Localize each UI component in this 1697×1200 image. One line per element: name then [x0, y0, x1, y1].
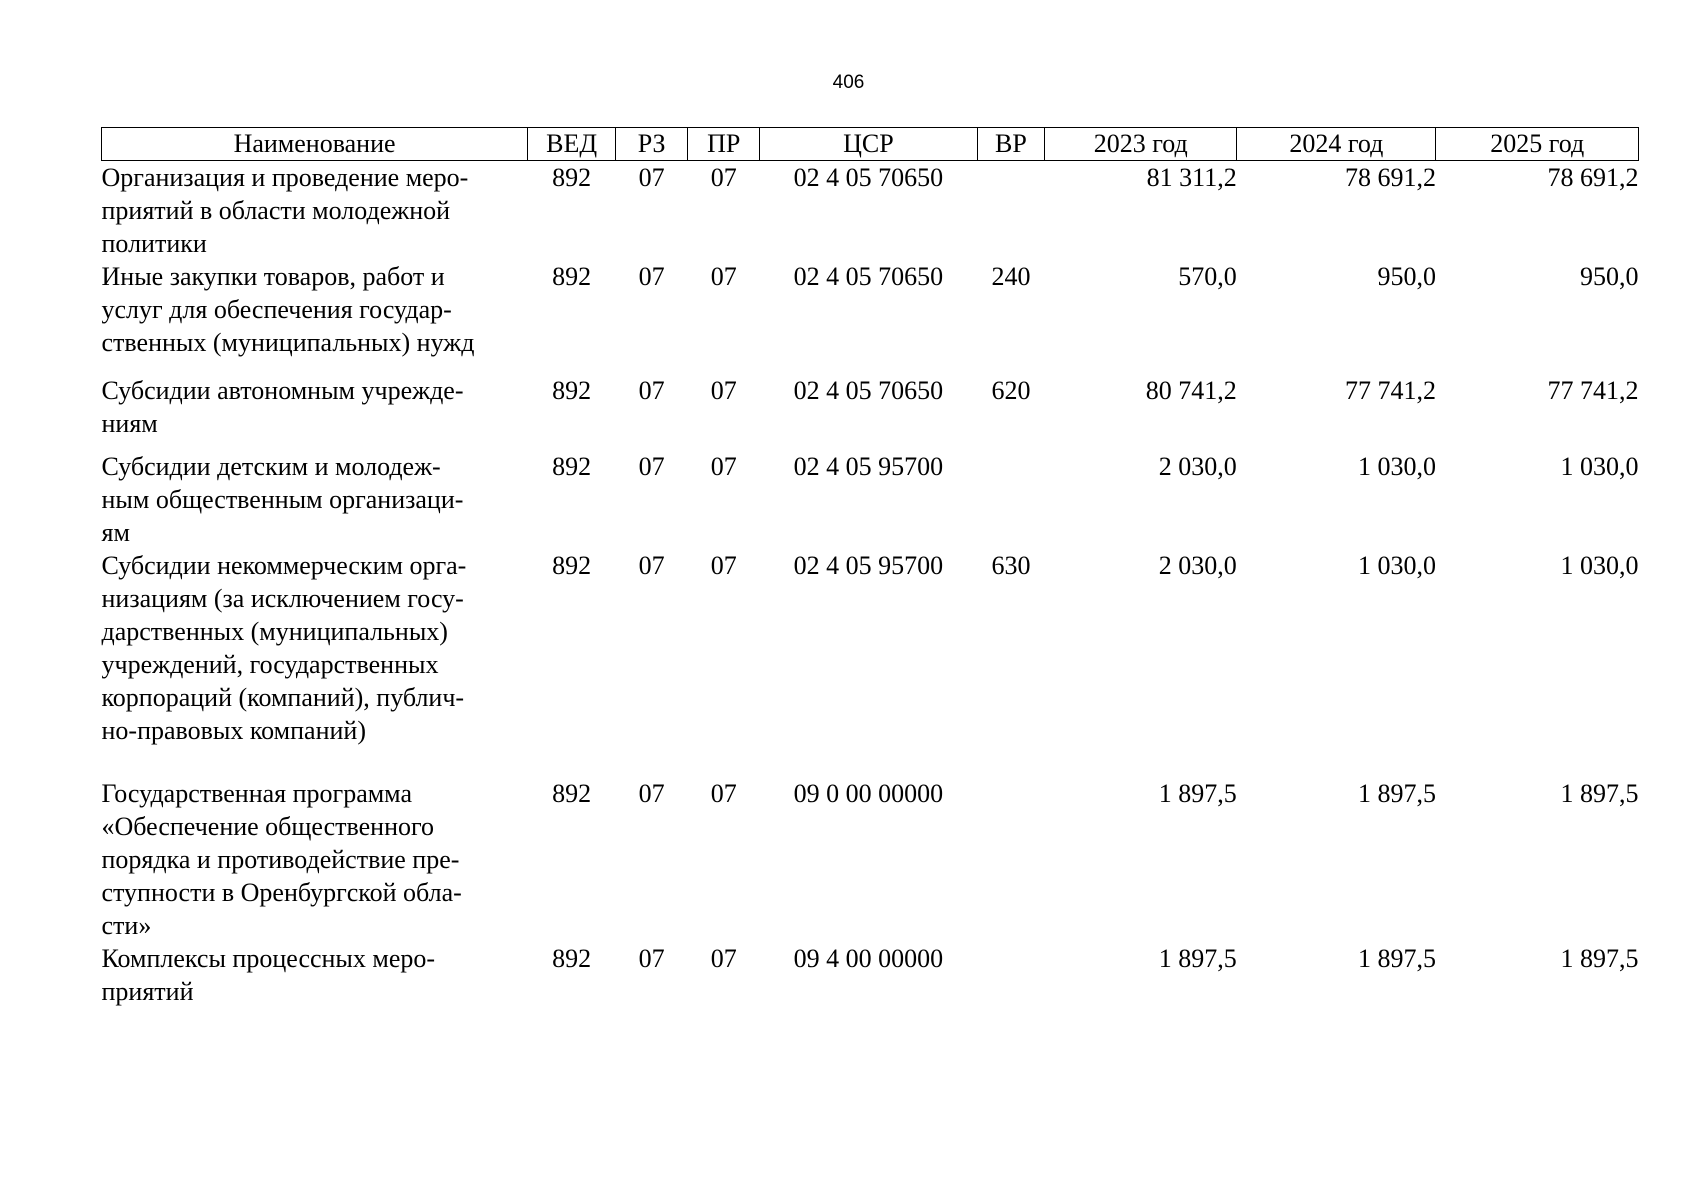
header-name: Наименование [102, 128, 528, 161]
row-2023: 2 030,0 [1158, 551, 1237, 580]
row-csr: 02 4 05 95700 [793, 452, 944, 481]
row-ved: 892 [552, 452, 592, 481]
header-ved: ВЕД [528, 128, 616, 161]
row-csr: 02 4 05 70650 [793, 262, 944, 291]
header-2025: 2025 год [1436, 128, 1639, 161]
row-2023: 81 311,2 [1146, 163, 1237, 192]
header-vr: ВР [977, 128, 1045, 161]
row-2024: 1 897,5 [1357, 779, 1436, 808]
row-2023: 2 030,0 [1158, 452, 1237, 481]
table-row [102, 777, 1639, 942]
header-2024: 2024 год [1237, 128, 1436, 161]
row-vr: 620 [991, 376, 1031, 405]
row-2025: 1 897,5 [1560, 944, 1639, 973]
row-name: Комплексы процессных меро- приятий [101, 944, 436, 1006]
row-name: Субсидии некоммерческим орга- низациям (за исключением госу- дарственных (муниципальных) учреждений, государственных корпораций (компаний), публич- но-правовых компаний) [101, 551, 467, 745]
row-csr: 02 4 05 95700 [793, 551, 944, 580]
row-vr [977, 777, 1045, 942]
row-2023: 80 741,2 [1145, 376, 1237, 405]
table-row [102, 260, 1639, 374]
row-2024: 1 030,0 [1357, 452, 1436, 481]
row-2025: 1 030,0 [1560, 452, 1639, 481]
budget-table [101, 127, 1639, 1012]
row-name: Субсидии автономным учрежде- ниям [101, 376, 464, 438]
row-ved: 892 [552, 551, 592, 580]
table-row [102, 549, 1639, 777]
row-2025: 78 691,2 [1547, 163, 1639, 192]
header-rz: РЗ [616, 128, 688, 161]
row-2024: 78 691,2 [1344, 163, 1436, 192]
row-name: Государственная программа «Обеспечение общественного порядка и противодействие пре- ступности в Оренбургской обла- сти» [101, 779, 462, 940]
header-2023: 2023 год [1045, 128, 1237, 161]
row-rz: 07 [638, 262, 665, 291]
page-number: 406 [832, 72, 865, 93]
header-csr: ЦСР [760, 128, 977, 161]
row-pr: 07 [710, 163, 737, 192]
row-pr: 07 [710, 262, 737, 291]
table-row [102, 942, 1639, 1012]
row-ved: 892 [552, 163, 592, 192]
row-2023: 570,0 [1178, 262, 1237, 291]
row-csr: 02 4 05 70650 [793, 163, 944, 192]
row-2023: 1 897,5 [1158, 779, 1237, 808]
row-vr: 240 [991, 262, 1031, 291]
row-2025: 1 897,5 [1560, 779, 1639, 808]
row-ved: 892 [552, 376, 592, 405]
row-csr: 09 4 00 00000 [793, 944, 944, 973]
row-vr [977, 161, 1045, 261]
table-body [102, 161, 1639, 1013]
row-2025: 950,0 [1580, 262, 1639, 291]
table-row [102, 161, 1639, 261]
row-rz: 07 [638, 944, 665, 973]
row-2024: 1 030,0 [1357, 551, 1436, 580]
row-pr: 07 [710, 779, 737, 808]
row-pr: 07 [710, 452, 737, 481]
row-name: Субсидии детским и молодеж- ным общественным организаци- ям [101, 452, 464, 547]
row-2025: 77 741,2 [1547, 376, 1639, 405]
row-csr: 02 4 05 70650 [793, 376, 944, 405]
row-name: Организация и проведение меро- приятий в области молодежной политики [101, 163, 469, 258]
row-pr: 07 [710, 551, 737, 580]
row-2025: 1 030,0 [1560, 551, 1639, 580]
row-rz: 07 [638, 779, 665, 808]
row-vr [977, 450, 1045, 549]
row-2023: 1 897,5 [1158, 944, 1237, 973]
row-rz: 07 [638, 452, 665, 481]
row-ved: 892 [552, 262, 592, 291]
row-ved: 892 [552, 944, 592, 973]
row-ved: 892 [552, 779, 592, 808]
row-2024: 950,0 [1377, 262, 1436, 291]
row-name: Иные закупки товаров, работ и услуг для обеспечения государ- ственных (муниципальных) нужд [101, 262, 475, 357]
row-rz: 07 [638, 376, 665, 405]
table-header [102, 128, 1639, 161]
header-pr: ПР [688, 128, 760, 161]
row-vr [977, 942, 1045, 1012]
row-rz: 07 [638, 551, 665, 580]
table-row [102, 374, 1639, 450]
row-pr: 07 [710, 376, 737, 405]
row-2024: 77 741,2 [1344, 376, 1436, 405]
row-2024: 1 897,5 [1357, 944, 1436, 973]
row-rz: 07 [638, 163, 665, 192]
table-row [102, 450, 1639, 549]
row-pr: 07 [710, 944, 737, 973]
row-vr: 630 [991, 551, 1031, 580]
row-csr: 09 0 00 00000 [793, 779, 944, 808]
